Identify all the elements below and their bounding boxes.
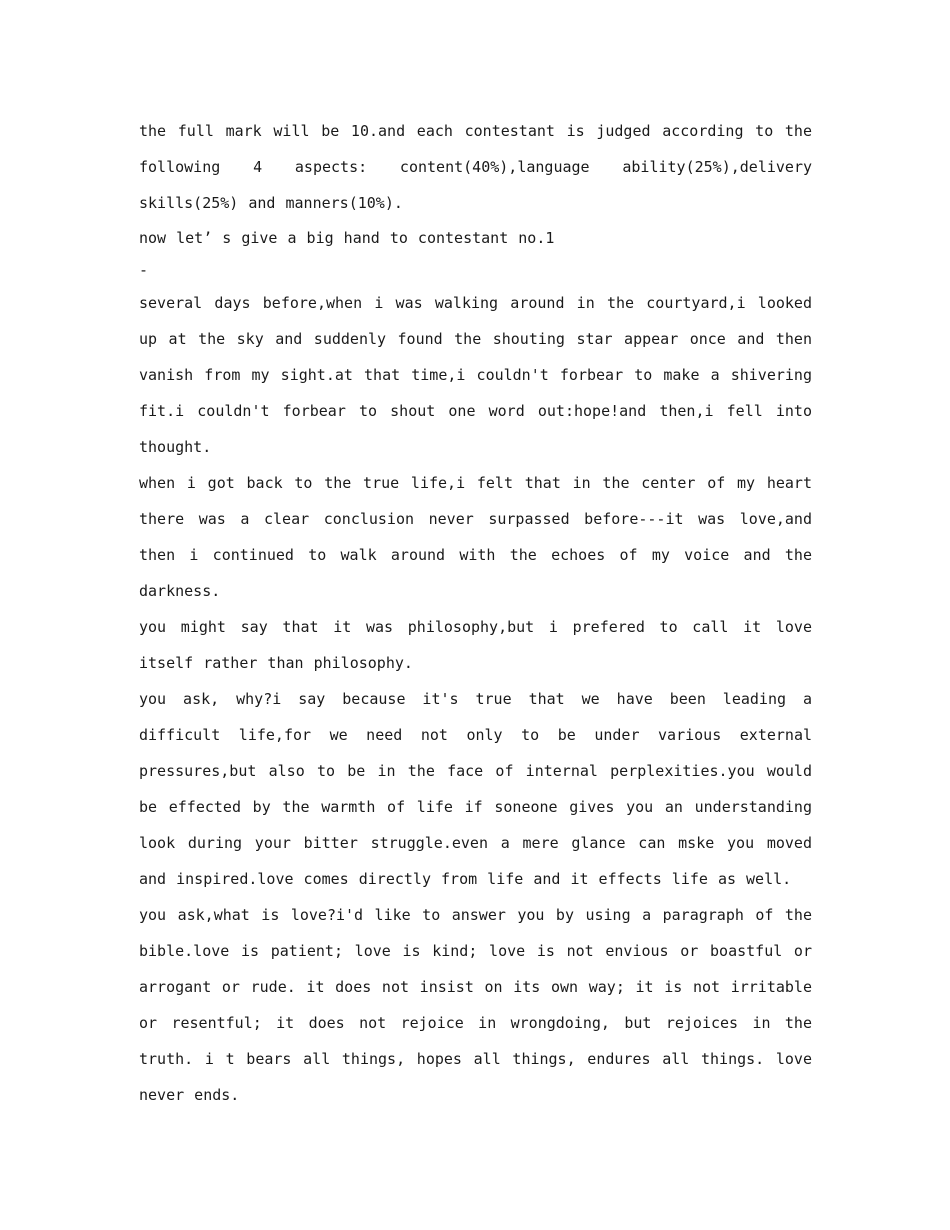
paragraph-philosophy: you might say that it was philosophy,but i prefered to call it love itself rather than philosophy. xyxy=(139,618,812,672)
paragraph-shooting-star: several days before,when i was walking around in the courtyard,i looked up at the sky and suddenly found the shouting star appear once and then vanish from my sight.at that time,i couldn't forbear to make a shivering fit.i couldn't forbear to shout one word out:hope!and then,i fell into thought. xyxy=(139,294,812,456)
paragraph-true-life: when i got back to the true life,i felt that in the center of my heart there was a clear conclusion never surpassed before---it was love,and then i continued to walk around with the echoes of my voice and the darkness. xyxy=(139,474,812,600)
document-page xyxy=(139,113,812,1113)
paragraph-what-is-love: you ask,what is love?i'd like to answer you by using a paragraph of the bible.love is patient; love is kind; love is not envious or boastful or arrogant or rude. it does not insist on its own way; it is not irritable or resentful; it does not rejoice in wrongdoing, but rejoices in the truth. i t bears all things, hopes all things, endures all things. love never ends. xyxy=(139,906,812,1104)
paragraph-dash-separator: - xyxy=(139,261,149,279)
paragraph-why: you ask, why?i say because it's true that we have been leading a difficult life,for we need not only to be under various external pressures,but also to be in the face of internal perplexities.you would be effected by the warmth of life if soneone gives you an understanding look during your bitter struggle.even a mere glance can mske you moved and inspired.love comes directly from life and it effects life as well. xyxy=(139,690,812,888)
paragraph-intro-contestant: now let’ s give a big hand to contestant no.1 xyxy=(139,229,555,247)
paragraph-scoring-rules: the full mark will be 10.and each contestant is judged according to the following 4 aspects: content(40%),language ability(25%),delivery skills(25%) and manners(10%). xyxy=(139,122,812,212)
